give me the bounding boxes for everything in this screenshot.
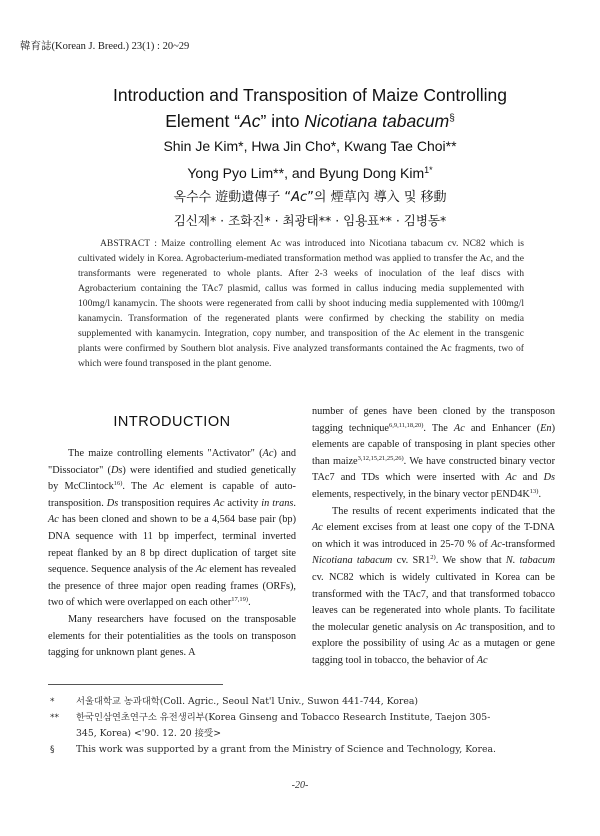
paper-title-line-2: Element “Ac” into Nicotiana tabacum§ [165,111,455,131]
intro-paragraph-2-cont: number of genes have been cloned by the transposon tagging technique$^{6,9,11,18,20)}$. The Ac and Enhancer (En) elements are capable of transposing in plant species other than maize$^{3,12,15,21,25,26)}$. We have constructed binary vector TAc7 and TDs which were inserted with Ac and Ds elements, respectively, in the binary vector $pEND4K^{13)}$. [312,406,556,500]
intro-paragraph-3: The results of recent experiments indicated that the Ac element excises from at least one copy of the T-DNA on which it was introduced in 25-70 % of Ac-transformed Nicotiana tabacum cv. SR1$^{2)}$. We show that N. tabacum cv. NC82 which is widely cultivated in Korea can be transformed with the TAc7, and that transformed tobacco leaves can be regenerated into whole plants. To facilitate the molecular genetic analysis on Ac transposition, and to explore the possibility of using Ac as a mutagen or gene tagging tool in tobacco, the behavior of Ac [312,505,556,666]
korean-authors: 김신제* · 조화진* · 최광태** · 임용표** · 김병동* [173,213,447,228]
title-footnote-mark: § [449,113,455,124]
abstract-text: Maize controlling element Ac was introduced into Nicotiana tabacum cv. NC82 which is cultivated widely in Korea. Agrobacterium-mediated transformation method was applied to transfer the Ac, and the transformants were regenerated to whole plants. After 2-3 weeks of inoculation of the leaf discs with Agrobacterium containing the TAc7 plasmid, callus was formed in callus inducing media supplemented with 100mg/l kanamycin. The shoots were regenerated from calli by shoot inducing media supplemented with 100mg/l kanamycin. Transformation of the regenerated plants were confirmed by checking the stability on media supplemented with kanamycin. Integration, copy number, and transposition of the Ac element in the transgenic plants were confirmed by Southern blot analysis. Five analyzed transformants contained the Ac fragments, two of which were found transposed in the plant genome. [78,238,524,369]
intro-paragraph-1: The maize controlling elements "Activator" (Ac) and "Dissociator" (Ds) were identified and studied genetically by McClintock$^{16)}$. The Ac element is capable of auto-transposition. Ds transposition requires Ac activity in trans. Ac has been cloned and shown to be a 4,564 base pair (bp) DNA sequence with 11 bp imperfect, terminal inverted repeat flanked by an 8 bp direct duplication of target site sequence. Sequence analysis of the Ac element has revealed the presence of three major open reading frames (ORFs), two of which were overlapped on each other$^{17,19)}$. [48,448,297,609]
introduction-heading: INTRODUCTION [113,414,231,430]
footnote-2: ** 한국인삼연초연구소 유전생리부(Korea Ginseng and Tobacco Research Institute, Taejon 305- [50,712,491,723]
authors-line-1: Shin Je Kim*, Hwa Jin Cho*, Kwang Tae Choi** [163,138,457,154]
authors-line-2: Yong Pyo Lim**, and Byung Dong Kim$^{1*}$ [187,165,433,181]
footnote-2-cont: 345, Korea) <'90. 12. 20 接受> [76,728,222,739]
footnotes [50,694,570,758]
footnote-3: § This work was supported by a grant from the Ministry of Science and Technology, Korea. [50,744,496,755]
journal-header: 韓育誌(Korean J. Breed.) 23(1) : 20~29 [20,41,190,52]
right-column [312,404,555,670]
title-block [60,84,560,232]
abstract-label: ABSTRACT : [100,238,157,249]
intro-paragraph-2: Many researchers have focused on the transposable elements for their potentialities as the tools on transposon tagging for unknown plant genes. A [48,613,296,659]
footnote-1: * 서울대학교 농과대학(Coll. Agric., Seoul Nat'l Univ., Suwon 441-744, Korea) [50,696,419,707]
footnote-divider [48,684,223,685]
page-number: -20- [291,780,309,791]
left-column [48,446,296,662]
abstract [78,236,524,371]
paper-title-line-1: Introduction and Transposition of Maize Controlling [113,85,507,105]
korean-title: 옥수수 遊動遺傳子 “Ac”의 煙草內 導入 및 移動 [173,190,447,205]
